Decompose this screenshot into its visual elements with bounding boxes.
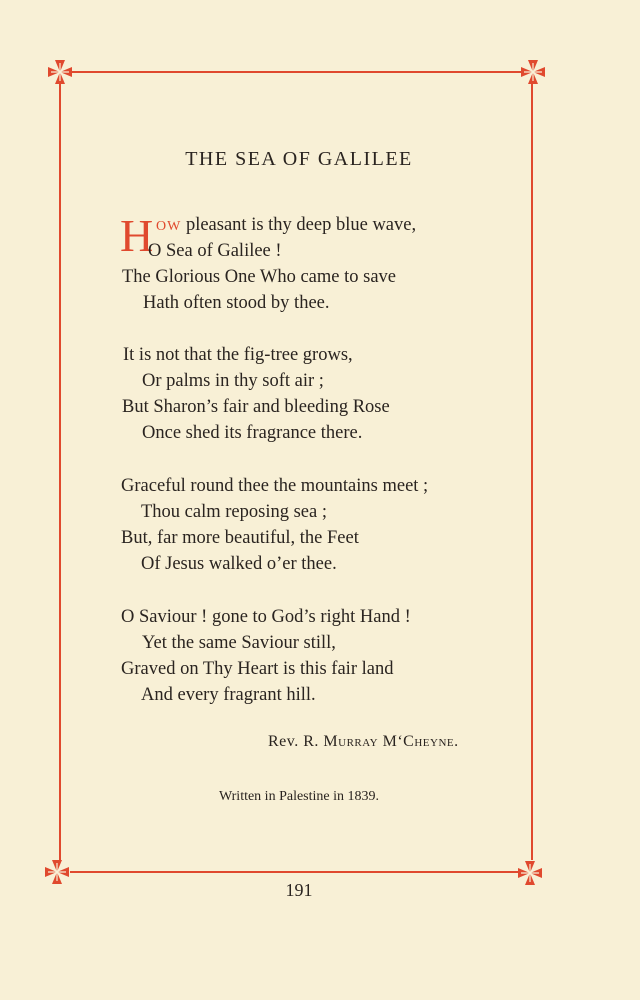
poem-line: Graceful round thee the mountains meet ; <box>121 476 429 496</box>
poem-line: Thou calm reposing sea ; <box>141 502 327 522</box>
poem-line: And every fragrant hill. <box>141 685 316 705</box>
author-name: Murray M‘Cheyne. <box>323 733 459 750</box>
poem-line: The Glorious One Who came to save <box>122 267 396 287</box>
poem-author <box>268 733 459 751</box>
poem-line: Graved on Thy Heart is this fair land <box>121 659 394 679</box>
drop-cap: H <box>120 210 154 261</box>
poem-line: Once shed its fragrance there. <box>142 423 363 443</box>
poem-note: Written in Palestine in 1839. <box>218 789 380 804</box>
poem-line: O Saviour ! gone to God’s right Hand ! <box>121 607 411 627</box>
drop-cap-tail: OW <box>156 219 182 234</box>
poem-title: THE SEA OF GALILEE <box>185 148 413 170</box>
poem-line: Hath often stood by thee. <box>143 293 330 313</box>
poem-line: But, far more beautiful, the Feet <box>121 528 359 548</box>
poem-line: Or palms in thy soft air ; <box>142 371 324 391</box>
poem-line: O Sea of Galilee ! <box>148 241 282 261</box>
author-prefix: Rev. R. <box>268 733 324 750</box>
poem-line: It is not that the fig-tree grows, <box>123 345 353 365</box>
poem-line: But Sharon’s fair and bleeding Rose <box>122 397 390 417</box>
poem-first-line <box>156 216 416 235</box>
page-number: 191 <box>285 880 313 900</box>
first-line-text: pleasant is thy deep blue wave, <box>181 215 417 235</box>
poem-line: Of Jesus walked o’er thee. <box>141 554 337 574</box>
poem-line: Yet the same Saviour still, <box>142 633 336 653</box>
